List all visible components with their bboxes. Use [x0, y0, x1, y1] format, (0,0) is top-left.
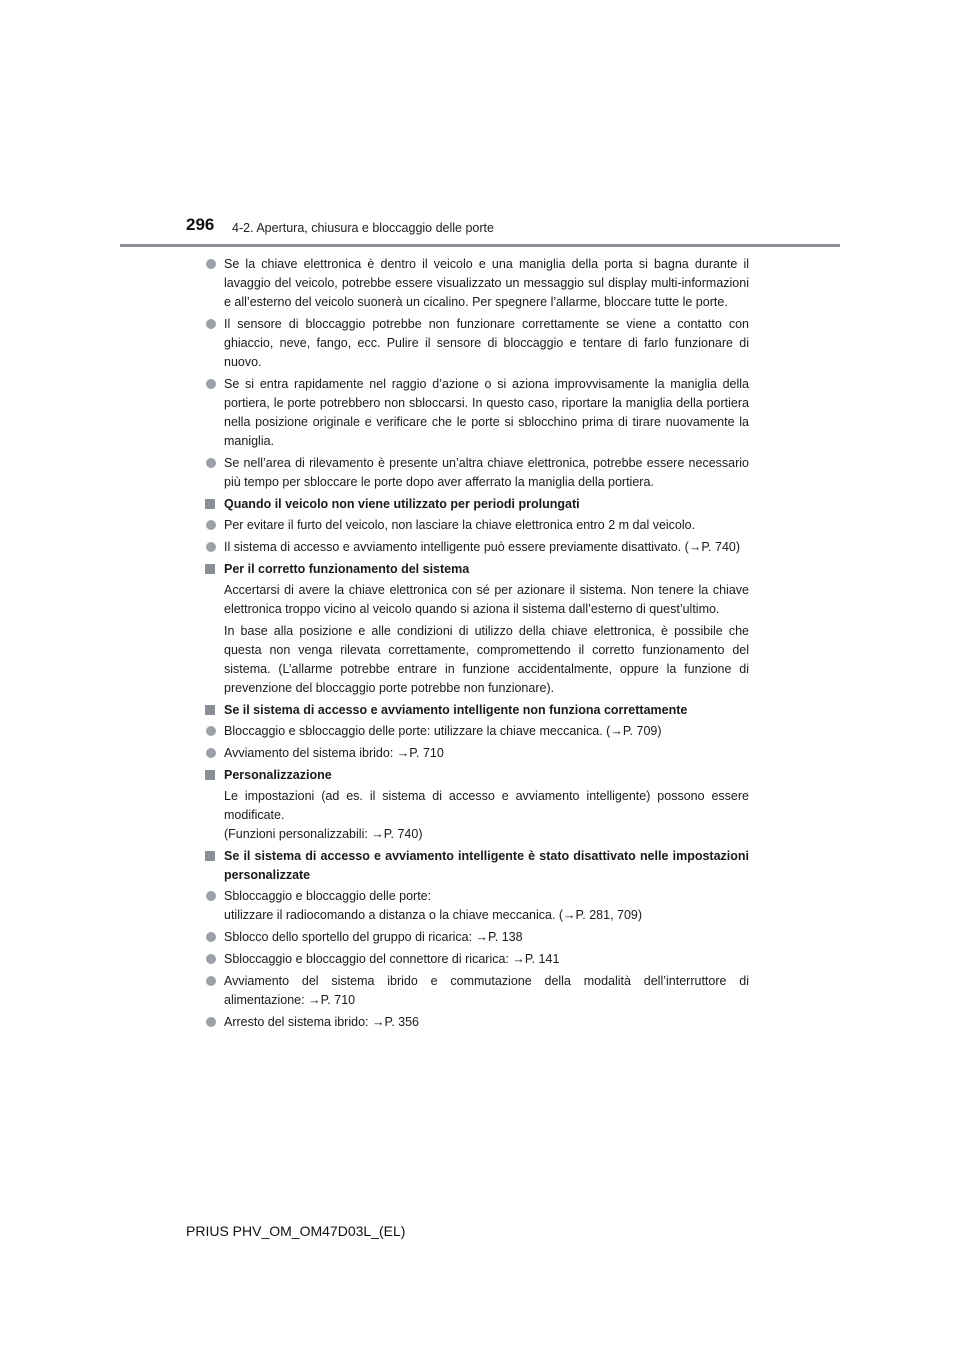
list-item: Sbloccaggio e bloccaggio del connettore di ricarica: →P. 141 — [205, 950, 749, 969]
section-heading: Per il corretto funzionamento del sistema — [205, 560, 749, 579]
page-header — [0, 0, 960, 250]
list-item: Sbloccaggio e bloccaggio delle porte: utilizzare il radiocomando a distanza o la chiave meccanica. (→P. 281, 709) — [205, 887, 749, 925]
paragraph: Le impostazioni (ad es. il sistema di accesso e avviamento intelligente) possono essere modificate. (Funzioni personalizzabili: →P. 740) — [224, 789, 749, 841]
list-item: Se la chiave elettronica è dentro il veicolo e una maniglia della porta si bagna durante il lavaggio del veicolo, potrebbe essere visualizzato un messaggio sul display multi-informazioni e all’esterno del veicolo suonerà un cicalino. Per spegnere l’allarme, bloccare tutte le porte. — [205, 255, 749, 312]
list-item: Bloccaggio e sbloccaggio delle porte: utilizzare la chiave meccanica. (→P. 709) — [205, 722, 749, 741]
section-heading: Personalizzazione — [205, 766, 749, 785]
bullet-dot-icon — [206, 542, 216, 552]
bullet-dot-icon — [206, 379, 216, 389]
square-bullet-icon — [205, 564, 215, 574]
bullet-dot-icon — [206, 726, 216, 736]
bullet-dot-icon — [206, 259, 216, 269]
square-bullet-icon — [205, 705, 215, 715]
bullet-dot-icon — [206, 1017, 216, 1027]
bullet-dot-icon — [206, 976, 216, 986]
list-item: Sblocco dello sportello del gruppo di ricarica: →P. 138 — [205, 928, 749, 947]
bullet-dot-icon — [206, 954, 216, 964]
bullet-dot-icon — [206, 520, 216, 530]
bullet-dot-icon — [206, 748, 216, 758]
page-number: 296 — [186, 215, 215, 234]
section-heading: Se il sistema di accesso e avviamento intelligente è stato disattivato nelle impostazioni personalizzate — [205, 847, 749, 885]
list-item: Avviamento del sistema ibrido: →P. 710 — [205, 744, 749, 763]
list-item: Il sensore di bloccaggio potrebbe non funzionare correttamente se viene a contatto con ghiaccio, neve, fango, ecc. Pulire il sensore di bloccaggio e tentare di farlo funzionare di nuovo. — [205, 315, 749, 372]
square-bullet-icon — [205, 499, 215, 509]
section-title: 4-2. Apertura, chiusura e bloccaggio delle porte — [232, 221, 494, 235]
list-item: Il sistema di accesso e avviamento intelligente può essere previamente disattivato. (→P. 740) — [205, 538, 749, 557]
list-item: Se nell’area di rilevamento è presente un’altra chiave elettronica, potrebbe essere necessario più tempo per sbloccare le porte dopo aver afferrato la maniglia della portiera. — [205, 454, 749, 492]
page-content — [205, 255, 749, 1035]
bullet-dot-icon — [206, 932, 216, 942]
paragraph: In base alla posizione e alle condizioni di utilizzo della chiave elettronica, è possibile che questa non venga rilevata correttamente, compromettendo il corretto funzionamento del sistema. (L’allarme potrebbe entrare in funzione accidentalmente, oppure la funzione di prevenzione del bloccaggio porte potrebbe non funzionare). — [224, 624, 749, 695]
bullet-dot-icon — [206, 458, 216, 468]
square-bullet-icon — [205, 851, 215, 861]
document-code: PRIUS PHV_OM_OM47D03L_(EL) — [186, 1223, 406, 1239]
square-bullet-icon — [205, 770, 215, 780]
list-item: Arresto del sistema ibrido: →P. 356 — [205, 1013, 749, 1032]
header-divider — [120, 244, 840, 247]
section-heading: Se il sistema di accesso e avviamento intelligente non funziona correttamente — [205, 701, 749, 720]
list-item: Per evitare il furto del veicolo, non lasciare la chiave elettronica entro 2 m dal veicolo. — [205, 516, 749, 535]
bullet-dot-icon — [206, 319, 216, 329]
section-heading: Quando il veicolo non viene utilizzato per periodi prolungati — [205, 495, 749, 514]
list-item: Se si entra rapidamente nel raggio d’azione o si aziona improvvisamente la maniglia della portiera, le porte potrebbero non sbloccarsi. In questo caso, riportare la maniglia della portiera nella posizione originale e verificare che le porte si sblocchino prima di tirare nuovamente la maniglia. — [205, 375, 749, 451]
list-item: Avviamento del sistema ibrido e commutazione della modalità dell’interruttore di alimentazione: →P. 710 — [205, 972, 749, 1010]
paragraph: Accertarsi di avere la chiave elettronica con sé per azionare il sistema. Non tenere la chiave elettronica troppo vicino al veicolo quando si aziona il sistema dall’esterno di quest’ultimo. — [224, 583, 749, 616]
bullet-dot-icon — [206, 891, 216, 901]
